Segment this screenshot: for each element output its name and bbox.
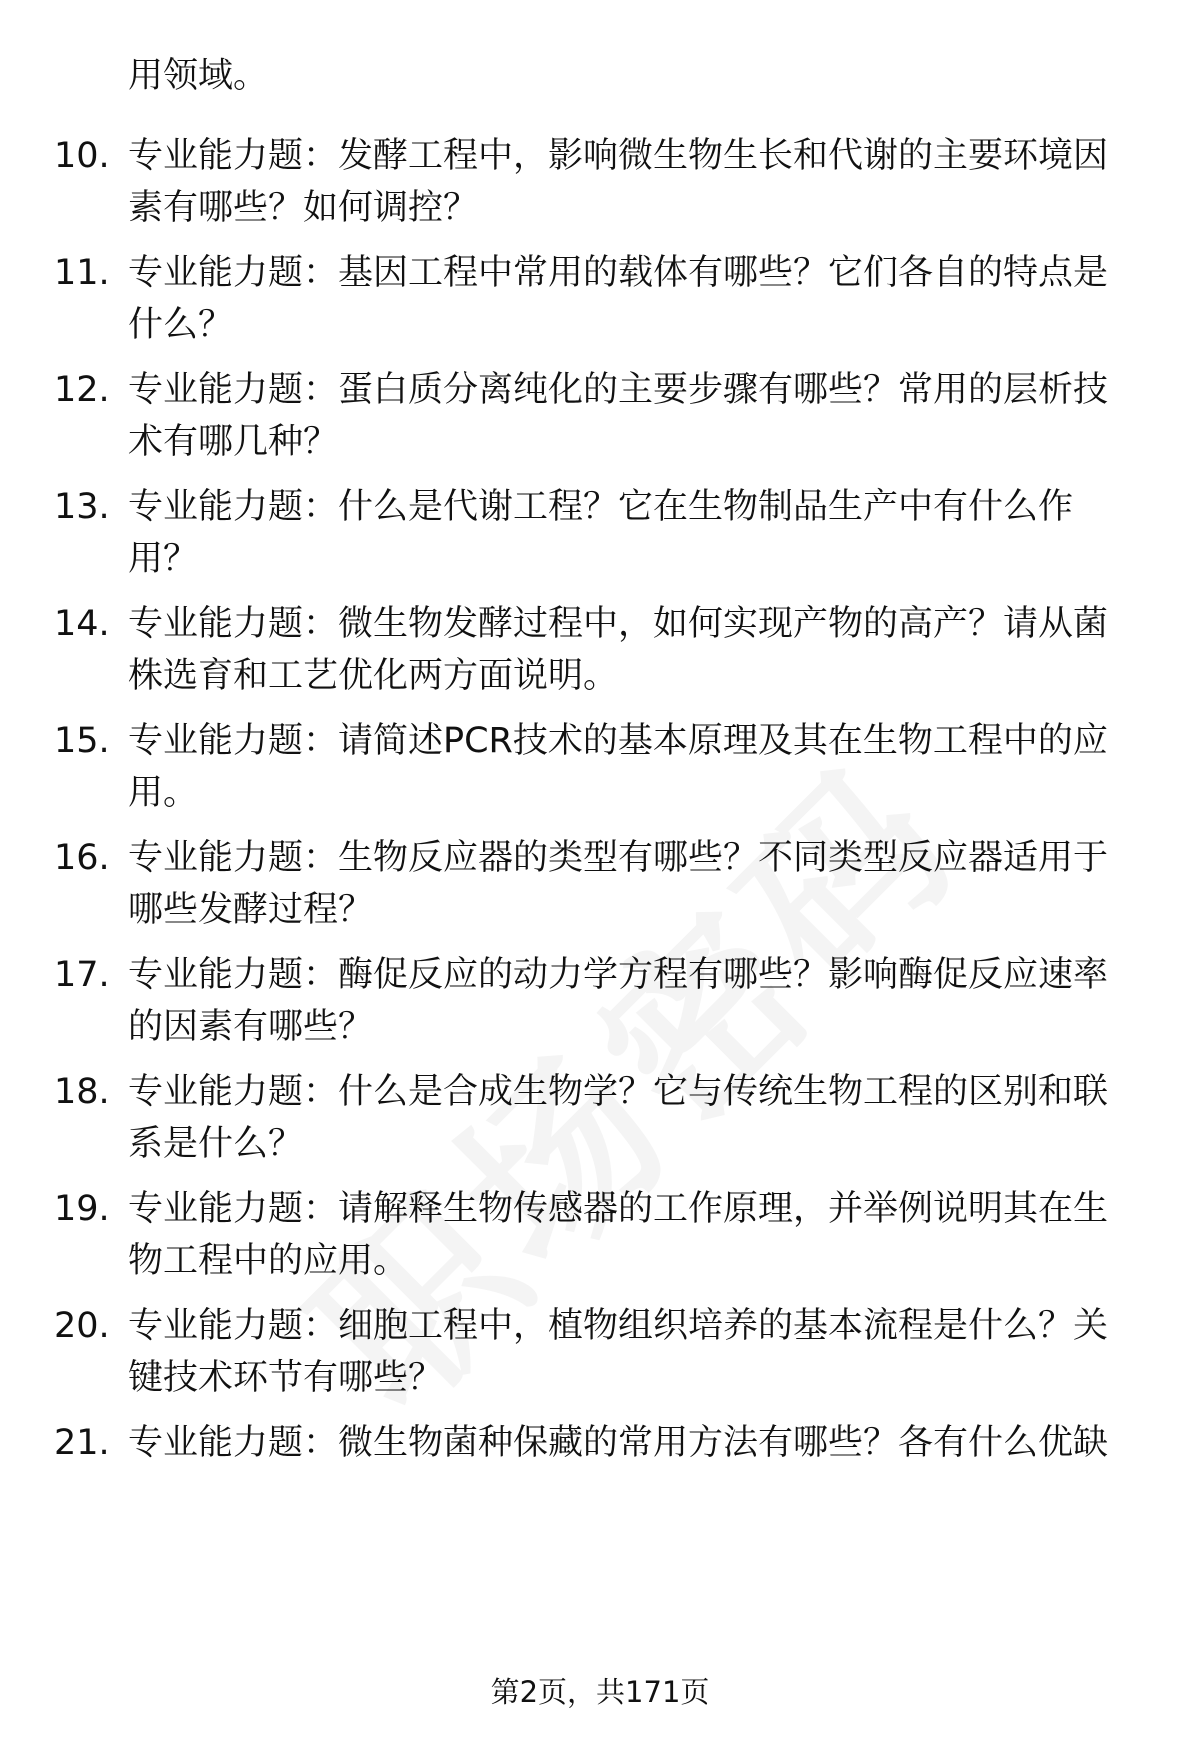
question-text: 专业能力题：微生物菌种保藏的常用方法有哪些？各有什么优缺 <box>128 1423 1109 1463</box>
continuation-text: 用领域。 <box>128 56 269 96</box>
question-text: 专业能力题：微生物发酵过程中，如何实现产物的高产？请从菌株选育和工艺优化两方面说明。 <box>128 604 1109 696</box>
question-number: 18. <box>54 1072 110 1112</box>
question-text: 专业能力题：发酵工程中，影响微生物生长和代谢的主要环境因素有哪些？如何调控？ <box>128 136 1109 228</box>
question-number: 17. <box>54 955 110 995</box>
question-text: 专业能力题：酶促反应的动力学方程有哪些？影响酶促反应速率的因素有哪些？ <box>128 955 1109 1047</box>
question-number: 16. <box>54 838 110 878</box>
question-number: 10. <box>54 136 110 176</box>
question-text: 专业能力题：什么是合成生物学？它与传统生物工程的区别和联系是什么？ <box>128 1072 1109 1164</box>
question-number: 19. <box>54 1189 110 1229</box>
question-text: 专业能力题：基因工程中常用的载体有哪些？它们各自的特点是什么？ <box>128 253 1109 345</box>
page-footer: 第2页，共171页 <box>490 1675 710 1709</box>
question-number: 15. <box>54 721 110 761</box>
question-number: 20. <box>54 1306 110 1346</box>
question-text: 专业能力题：请简述PCR技术的基本原理及其在生物工程中的应用。 <box>128 721 1108 813</box>
question-number: 11. <box>54 253 110 293</box>
question-text: 专业能力题：请解释生物传感器的工作原理，并举例说明其在生物工程中的应用。 <box>128 1189 1109 1281</box>
question-text: 专业能力题：生物反应器的类型有哪些？不同类型反应器适用于哪些发酵过程？ <box>128 838 1109 930</box>
question-text: 专业能力题：细胞工程中，植物组织培养的基本流程是什么？关键技术环节有哪些？ <box>128 1306 1109 1398</box>
question-number: 14. <box>54 604 110 644</box>
question-text: 专业能力题：蛋白质分离纯化的主要步骤有哪些？常用的层析技术有哪几种？ <box>128 370 1109 462</box>
question-number: 13. <box>54 487 110 527</box>
question-number: 12. <box>54 370 110 410</box>
question-number: 21. <box>54 1423 110 1463</box>
question-text: 专业能力题：什么是代谢工程？它在生物制品生产中有什么作用？ <box>128 487 1074 579</box>
